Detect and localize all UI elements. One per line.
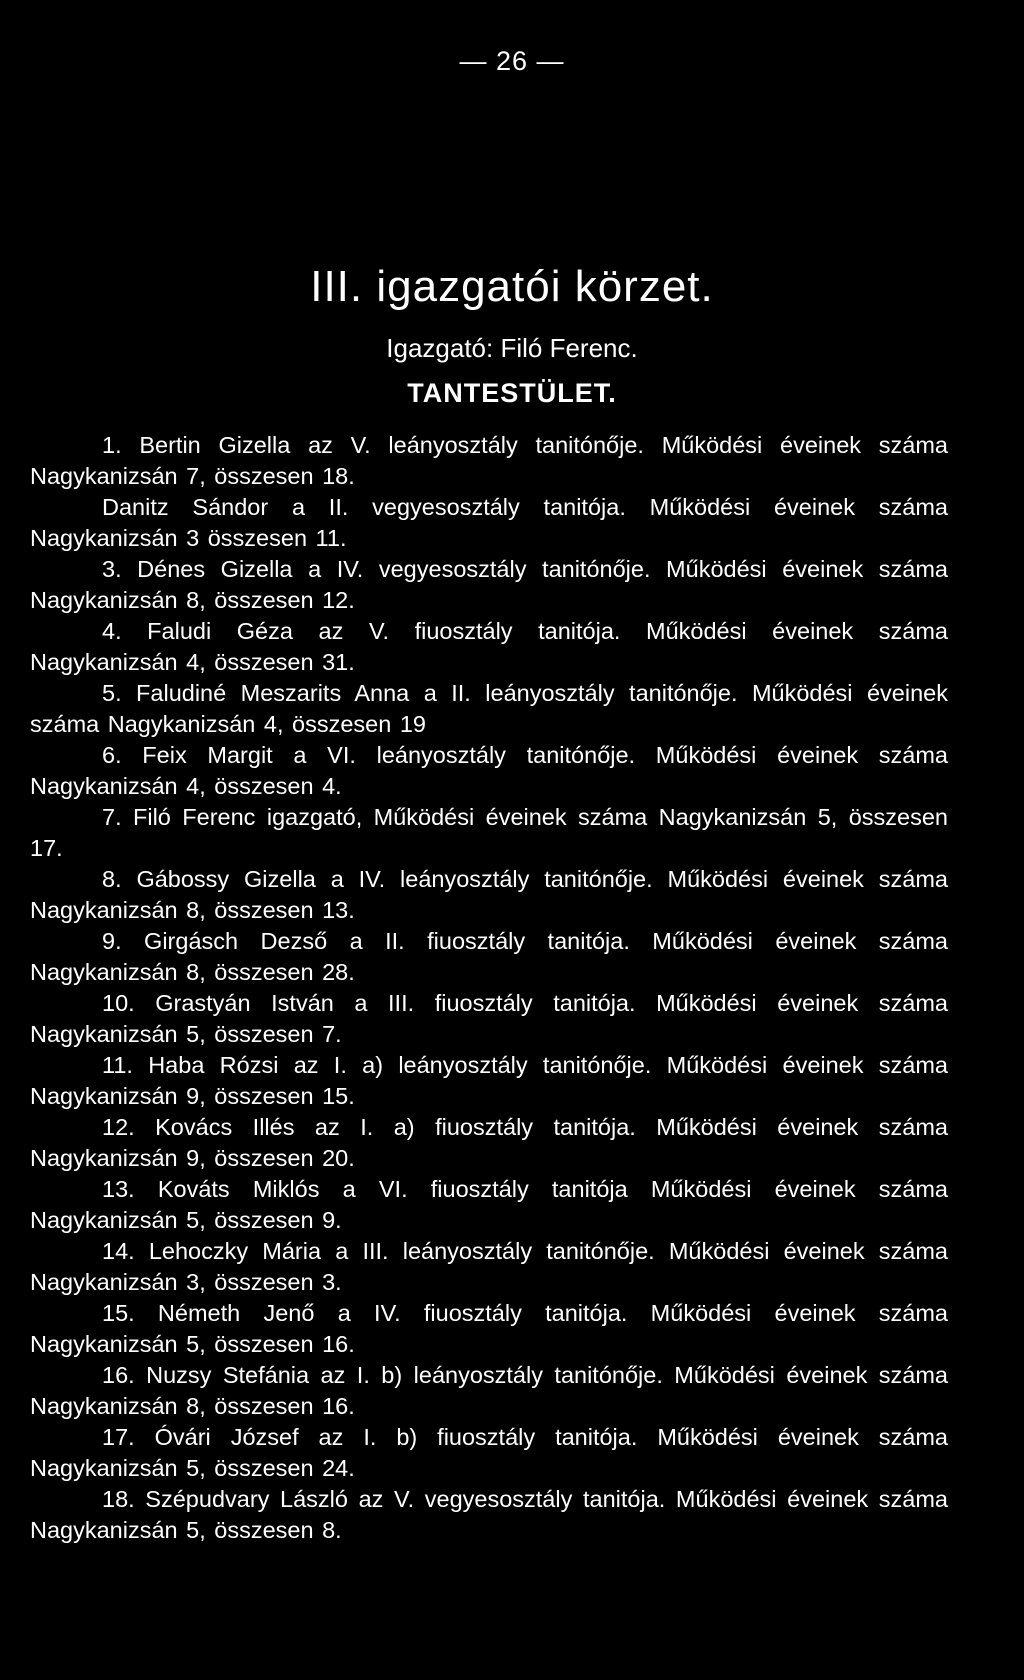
staff-entry-5: 5. Faludiné Meszarits Anna a II. leányosztály tanitónője. Működési éveinek száma Nagykanizsán 4, összesen 19 xyxy=(30,680,948,737)
staff-entry-13: 13. Kováts Miklós a VI. fiuosztály tanitója Működési éveinek száma Nagykanizsán 5, összesen 9. xyxy=(30,1176,948,1233)
staff-entry-16: 16. Nuzsy Stefánia az I. b) leányosztály tanitónője. Működési éveinek száma Nagykanizsán 8, összesen 16. xyxy=(30,1362,948,1419)
staff-list xyxy=(30,430,948,1546)
staff-entry-1: 1. Bertin Gizella az V. leányosztály tanitónője. Működési éveinek száma Nagykanizsán 7, összesen 18. xyxy=(30,432,948,489)
section-title: III. igazgatói körzet. xyxy=(310,262,714,311)
staff-entry-14: 14. Lehoczky Mária a III. leányosztály tanitónője. Működési éveinek száma Nagykanizsán 3, összesen 3. xyxy=(30,1238,948,1295)
director-line: Igazgató: Filó Ferenc. xyxy=(386,333,638,363)
staff-entry-6: 6. Feix Margit a VI. leányosztály tanitónője. Működési éveinek száma Nagykanizsán 4, összesen 4. xyxy=(30,742,948,799)
staff-entry-18: 18. Szépudvary László az V. vegyesosztály tanitója. Működési éveinek száma Nagykanizsán 5, összesen 8. xyxy=(30,1486,948,1543)
staff-entry-8: 8. Gábossy Gizella a IV. leányosztály tanitónője. Működési éveinek száma Nagykanizsán 8, összesen 13. xyxy=(30,866,948,923)
staff-entry-12: 12. Kovács Illés az I. a) fiuosztály tanitója. Működési éveinek száma Nagykanizsán 9, összesen 20. xyxy=(30,1114,948,1171)
staff-entry-11: 11. Haba Rózsi az I. a) leányosztály tanitónője. Működési éveinek száma Nagykanizsán 9, összesen 15. xyxy=(30,1052,948,1109)
page-number: — 26 — xyxy=(459,46,565,76)
staff-entry-17: 17. Óvári József az I. b) fiuosztály tanitója. Működési éveinek száma Nagykanizsán 5, összesen 24. xyxy=(30,1424,948,1481)
staff-heading: TANTESTÜLET. xyxy=(407,378,617,408)
staff-entry-7: 7. Filó Ferenc igazgató, Működési éveinek száma Nagykanizsán 5, összesen 17. xyxy=(30,804,948,861)
staff-entry-4: 4. Faludi Géza az V. fiuosztály tanitója. Működési éveinek száma Nagykanizsán 4, összesen 31. xyxy=(30,618,948,675)
staff-entry-10: 10. Grastyán István a III. fiuosztály tanitója. Működési éveinek száma Nagykanizsán 5, összesen 7. xyxy=(30,990,948,1047)
staff-entry-9: 9. Girgásch Dezső a II. fiuosztály tanitója. Működési éveinek száma Nagykanizsán 8, összesen 28. xyxy=(30,928,948,985)
staff-entry-15: 15. Németh Jenő a IV. fiuosztály tanitója. Működési éveinek száma Nagykanizsán 5, összesen 16. xyxy=(30,1300,948,1357)
staff-entry-3: 3. Dénes Gizella a IV. vegyesosztály tanitónője. Működési éveinek száma Nagykanizsán 8, összesen 12. xyxy=(30,556,948,613)
staff-entry-2: Danitz Sándor a II. vegyesosztály tanitója. Működési éveinek száma Nagykanizsán 3 összesen 11. xyxy=(30,494,948,551)
